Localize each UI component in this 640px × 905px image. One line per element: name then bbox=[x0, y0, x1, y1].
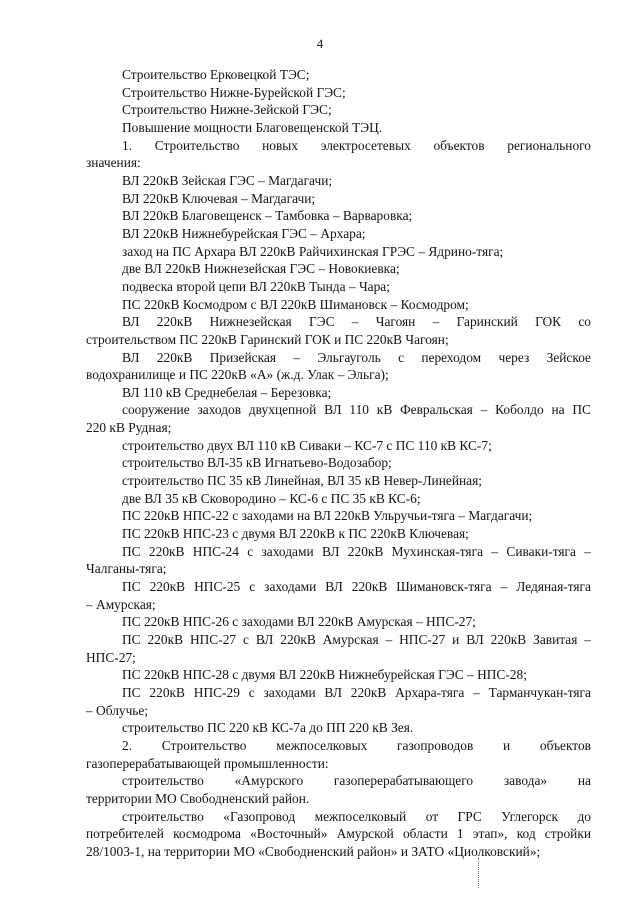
text-line: ПС 220кВ НПС-24 с заходами ВЛ 220кВ Мухинская-тяга – Сиваки-тяга – bbox=[122, 543, 591, 559]
text-line: ПС 220кВ НПС-23 с двумя ВЛ 220кВ к ПС 220кВ Ключевая; bbox=[122, 526, 469, 542]
text-line: ВЛ 220кВ Нижнебурейская ГЭС – Архара; bbox=[122, 225, 366, 241]
text-line: – Амурская; bbox=[86, 596, 156, 612]
text-line: ПС 220кВ НПС-22 с заходами на ВЛ 220кВ Ульручьи-тяга – Магдагачи; bbox=[122, 508, 533, 524]
text-line: газоперерабатывающей промышленности: bbox=[86, 755, 329, 771]
text-line: значения: bbox=[86, 155, 141, 171]
text-line: ПС 220кВ НПС-26 с заходами ВЛ 220кВ Амурская – НПС-27; bbox=[122, 614, 476, 630]
text-line: ВЛ 110 кВ Среднебелая – Березовка; bbox=[122, 384, 332, 400]
text-line: 2. Строительство межпоселковых газопроводов и объектов bbox=[122, 737, 591, 753]
text-line: ПС 220кВ НПС-28 с двумя ВЛ 220кВ Нижнебурейская ГЭС – НПС-28; bbox=[122, 667, 527, 683]
text-line: ВЛ 220кВ Зейская ГЭС – Магдагачи; bbox=[122, 172, 333, 188]
text-line: – Облучье; bbox=[86, 702, 149, 718]
text-line: 28/1003-1, на территории МО «Свободненский район» и ЗАТО «Циолковский»; bbox=[86, 843, 541, 859]
page-number: 4 bbox=[316, 36, 324, 51]
text-line: строительство двух ВЛ 110 кВ Сиваки – КС-7 с ПС 110 кВ КС-7; bbox=[122, 437, 492, 453]
text-line: строительство ВЛ-35 кВ Игнатьево-Водозабор; bbox=[122, 455, 392, 471]
text-line: территории МО Свободненский район. bbox=[86, 790, 310, 806]
scan-mark bbox=[478, 858, 480, 888]
text-line: ВЛ 220кВ Благовещенск – Тамбовка – Варваровка; bbox=[122, 208, 413, 224]
text-line: 1. Строительство новых электросетевых объектов регионального bbox=[122, 137, 591, 153]
text-line: две ВЛ 220кВ Нижнезейская ГЭС – Новокиевка; bbox=[122, 261, 400, 277]
text-line: ВЛ 220кВ Нижнезейская ГЭС – Чагоян – Гаринский ГОК со bbox=[122, 314, 591, 330]
text-line: сооружение заходов двухцепной ВЛ 110 кВ Февральская – Коболдо на ПС bbox=[122, 402, 591, 418]
text-line: заход на ПС Архара ВЛ 220кВ Райчихинская ГРЭС – Ядрино-тяга; bbox=[122, 243, 504, 259]
text-line: ПС 220кВ НПС-29 с заходами ВЛ 220кВ Архара-тяга – Тарманчукан-тяга bbox=[122, 684, 591, 700]
text-line: Строительство Нижне-Зейской ГЭС; bbox=[122, 102, 332, 118]
text-line: подвеска второй цепи ВЛ 220кВ Тында – Чара; bbox=[122, 278, 390, 294]
text-line: строительство «Амурского газоперерабатывающего завода» на bbox=[122, 773, 591, 789]
text-line: потребителей космодрома «Восточный» Амурской области 1 этап», код стройки bbox=[86, 826, 591, 842]
text-line: две ВЛ 35 кВ Сковородино – КС-6 с ПС 35 кВ КС-6; bbox=[122, 490, 421, 506]
text-line: строительство «Газопровод межпоселковый от ГРС Углегорск до bbox=[122, 808, 591, 824]
text-line: строительство ПС 220 кВ КС-7а до ПП 220 кВ Зея. bbox=[122, 720, 414, 736]
text-line: Повышение мощности Благовещенской ТЭЦ. bbox=[122, 119, 383, 135]
text-line: Чалганы-тяга; bbox=[86, 561, 167, 577]
text-line: ВЛ 220кВ Ключевая – Магдагачи; bbox=[122, 190, 316, 206]
text-line: ПС 220кВ НПС-25 с заходами ВЛ 220кВ Шимановск-тяга – Ледяная-тяга bbox=[122, 579, 591, 595]
text-line: ПС 220кВ НПС-27 с ВЛ 220кВ Амурская – НПС-27 и ВЛ 220кВ Завитая – bbox=[122, 632, 591, 647]
text-line: НПС-27; bbox=[86, 649, 136, 665]
text-line: ВЛ 220кВ Призейская – Эльгауголь с переходом через Зейское bbox=[122, 349, 591, 365]
text-line: Строительство Нижне-Бурейской ГЭС; bbox=[122, 84, 346, 100]
document-body bbox=[86, 66, 591, 861]
text-line: 220 кВ Рудная; bbox=[86, 420, 172, 436]
text-line: строительство ПС 35 кВ Линейная, ВЛ 35 кВ Невер-Линейная; bbox=[122, 473, 482, 489]
text-line: ПС 220кВ Космодром с ВЛ 220кВ Шимановск – Космодром; bbox=[122, 296, 469, 312]
text-line: водохранилище и ПС 220кВ «А» (ж.д. Улак – Эльга); bbox=[86, 367, 389, 383]
text-line: Строительство Ерковецкой ТЭС; bbox=[122, 67, 310, 82]
text-line: строительством ПС 220кВ Гаринский ГОК и ПС 220кВ Чагоян; bbox=[86, 331, 449, 347]
